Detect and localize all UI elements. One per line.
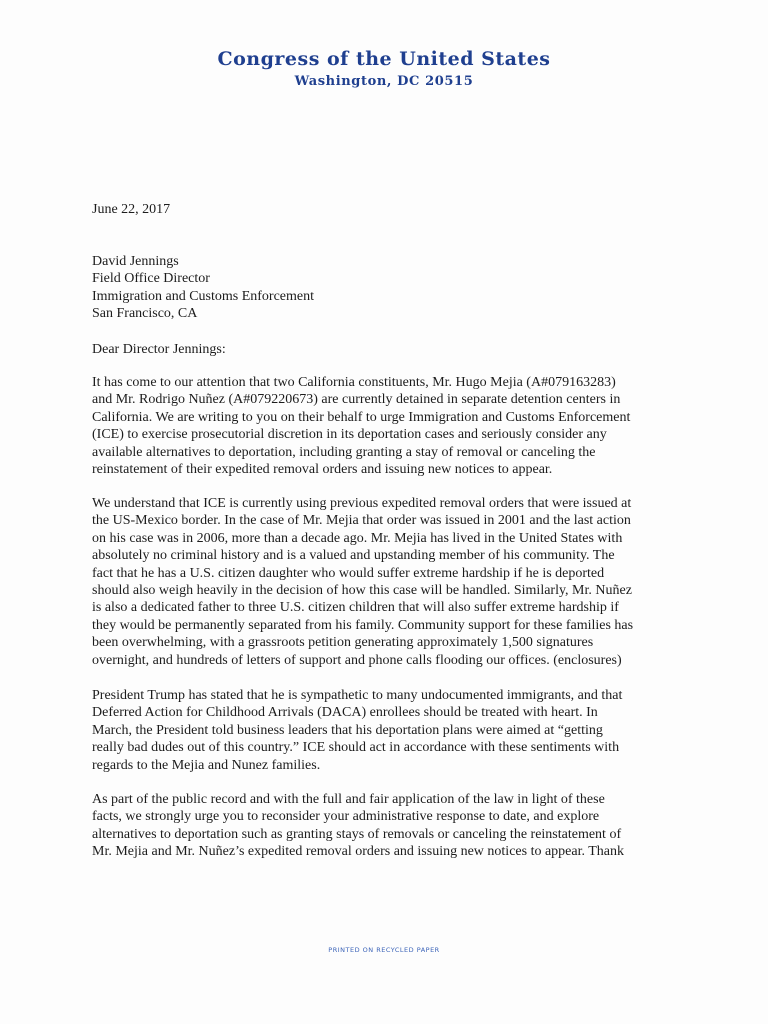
letter-date: June 22, 2017 [92, 202, 171, 217]
recipient-title: Field Office Director [92, 271, 210, 287]
recipient-address [92, 253, 314, 323]
paragraph-line: they would be permanently separated from his family. Community support for these families has [92, 617, 634, 633]
paragraph-1 [92, 374, 682, 478]
recipient-name: David Jennings [92, 254, 179, 269]
paragraph-line: It has come to our attention that two California constituents, Mr. Hugo Mejia (A#079163283) [92, 375, 616, 390]
paragraph-line: the US-Mexico border. In the case of Mr. Mejia that order was issued in 2001 and the last action [92, 513, 631, 529]
paragraph-line: overnight, and hundreds of letters of support and phone calls flooding our offices. (enclosures) [92, 652, 622, 668]
paragraph-line: March, the President told business leaders that his deportation plans were aimed at “getting [92, 722, 603, 738]
letterhead-location: Washington, DC 20515 [294, 74, 474, 89]
paragraph-line: regards to the Mejia and Nunez families. [92, 757, 321, 773]
paragraph-line: reinstatement of their expedited removal orders and issuing new notices to appear. [92, 462, 553, 478]
paragraph-line: California. We are writing to you on their behalf to urge Immigration and Customs Enforcement [92, 409, 631, 425]
paragraph-line: As part of the public record and with the full and fair application of the law in light of these [92, 792, 605, 807]
paragraph-line: available alternatives to deportation, including granting a stay of removal or canceling the [92, 444, 596, 460]
paragraph-line: facts, we strongly urge you to reconsider your administrative response to date, and explore [92, 809, 600, 825]
paragraph-line: should also weigh heavily in the decision of how this case will be handled. Similarly, Mr. Nuñez [92, 583, 632, 599]
letterhead [0, 47, 768, 91]
paragraph-2 [92, 495, 682, 669]
paragraph-line: on his case was in 2006, more than a decade ago. Mr. Mejia has lived in the United States with [92, 530, 623, 546]
salutation: Dear Director Jennings: [92, 342, 226, 357]
paragraph-line: President Trump has stated that he is sympathetic to many undocumented immigrants, and that [92, 688, 623, 703]
paragraph-4 [92, 791, 682, 861]
recipient-city: San Francisco, CA [92, 306, 198, 322]
recycled-paper-note: PRINTED ON RECYCLED PAPER [328, 946, 440, 954]
paragraph-line: really bad dudes out of this country.” ICE should act in accordance with these sentiments with [92, 740, 620, 756]
paragraph-3 [92, 687, 682, 774]
paragraph-line: fact that he has a U.S. citizen daughter who would suffer extreme hardship if he is deported [92, 565, 605, 581]
paragraph-line: been overwhelming, with a grassroots petition generating approximately 1,500 signatures [92, 635, 594, 651]
paragraph-line: and Mr. Rodrigo Nuñez (A#079220673) are currently detained in separate detention centers in [92, 392, 621, 408]
paragraph-line: alternatives to deportation such as granting stays of removals or canceling the reinstatement of [92, 826, 622, 842]
paragraph-line: is also a dedicated father to three U.S. citizen children that will also suffer extreme hardship if [92, 600, 619, 616]
letterhead-title: Congress of the United States [217, 48, 551, 70]
recipient-organization: Immigration and Customs Enforcement [92, 288, 315, 304]
paragraph-line: absolutely no criminal history and is a valued and upstanding member of his community. The [92, 548, 615, 564]
paragraph-line: We understand that ICE is currently using previous expedited removal orders that were issued at [92, 496, 632, 511]
paragraph-line: (ICE) to exercise prosecutorial discretion in its deportation cases and seriously consider any [92, 427, 607, 443]
paragraph-line: Mr. Mejia and Mr. Nuñez’s expedited removal orders and issuing new notices to appear. Thank [92, 844, 624, 860]
paragraph-line: Deferred Action for Childhood Arrivals (DACA) enrollees should be treated with heart. In [92, 705, 598, 721]
